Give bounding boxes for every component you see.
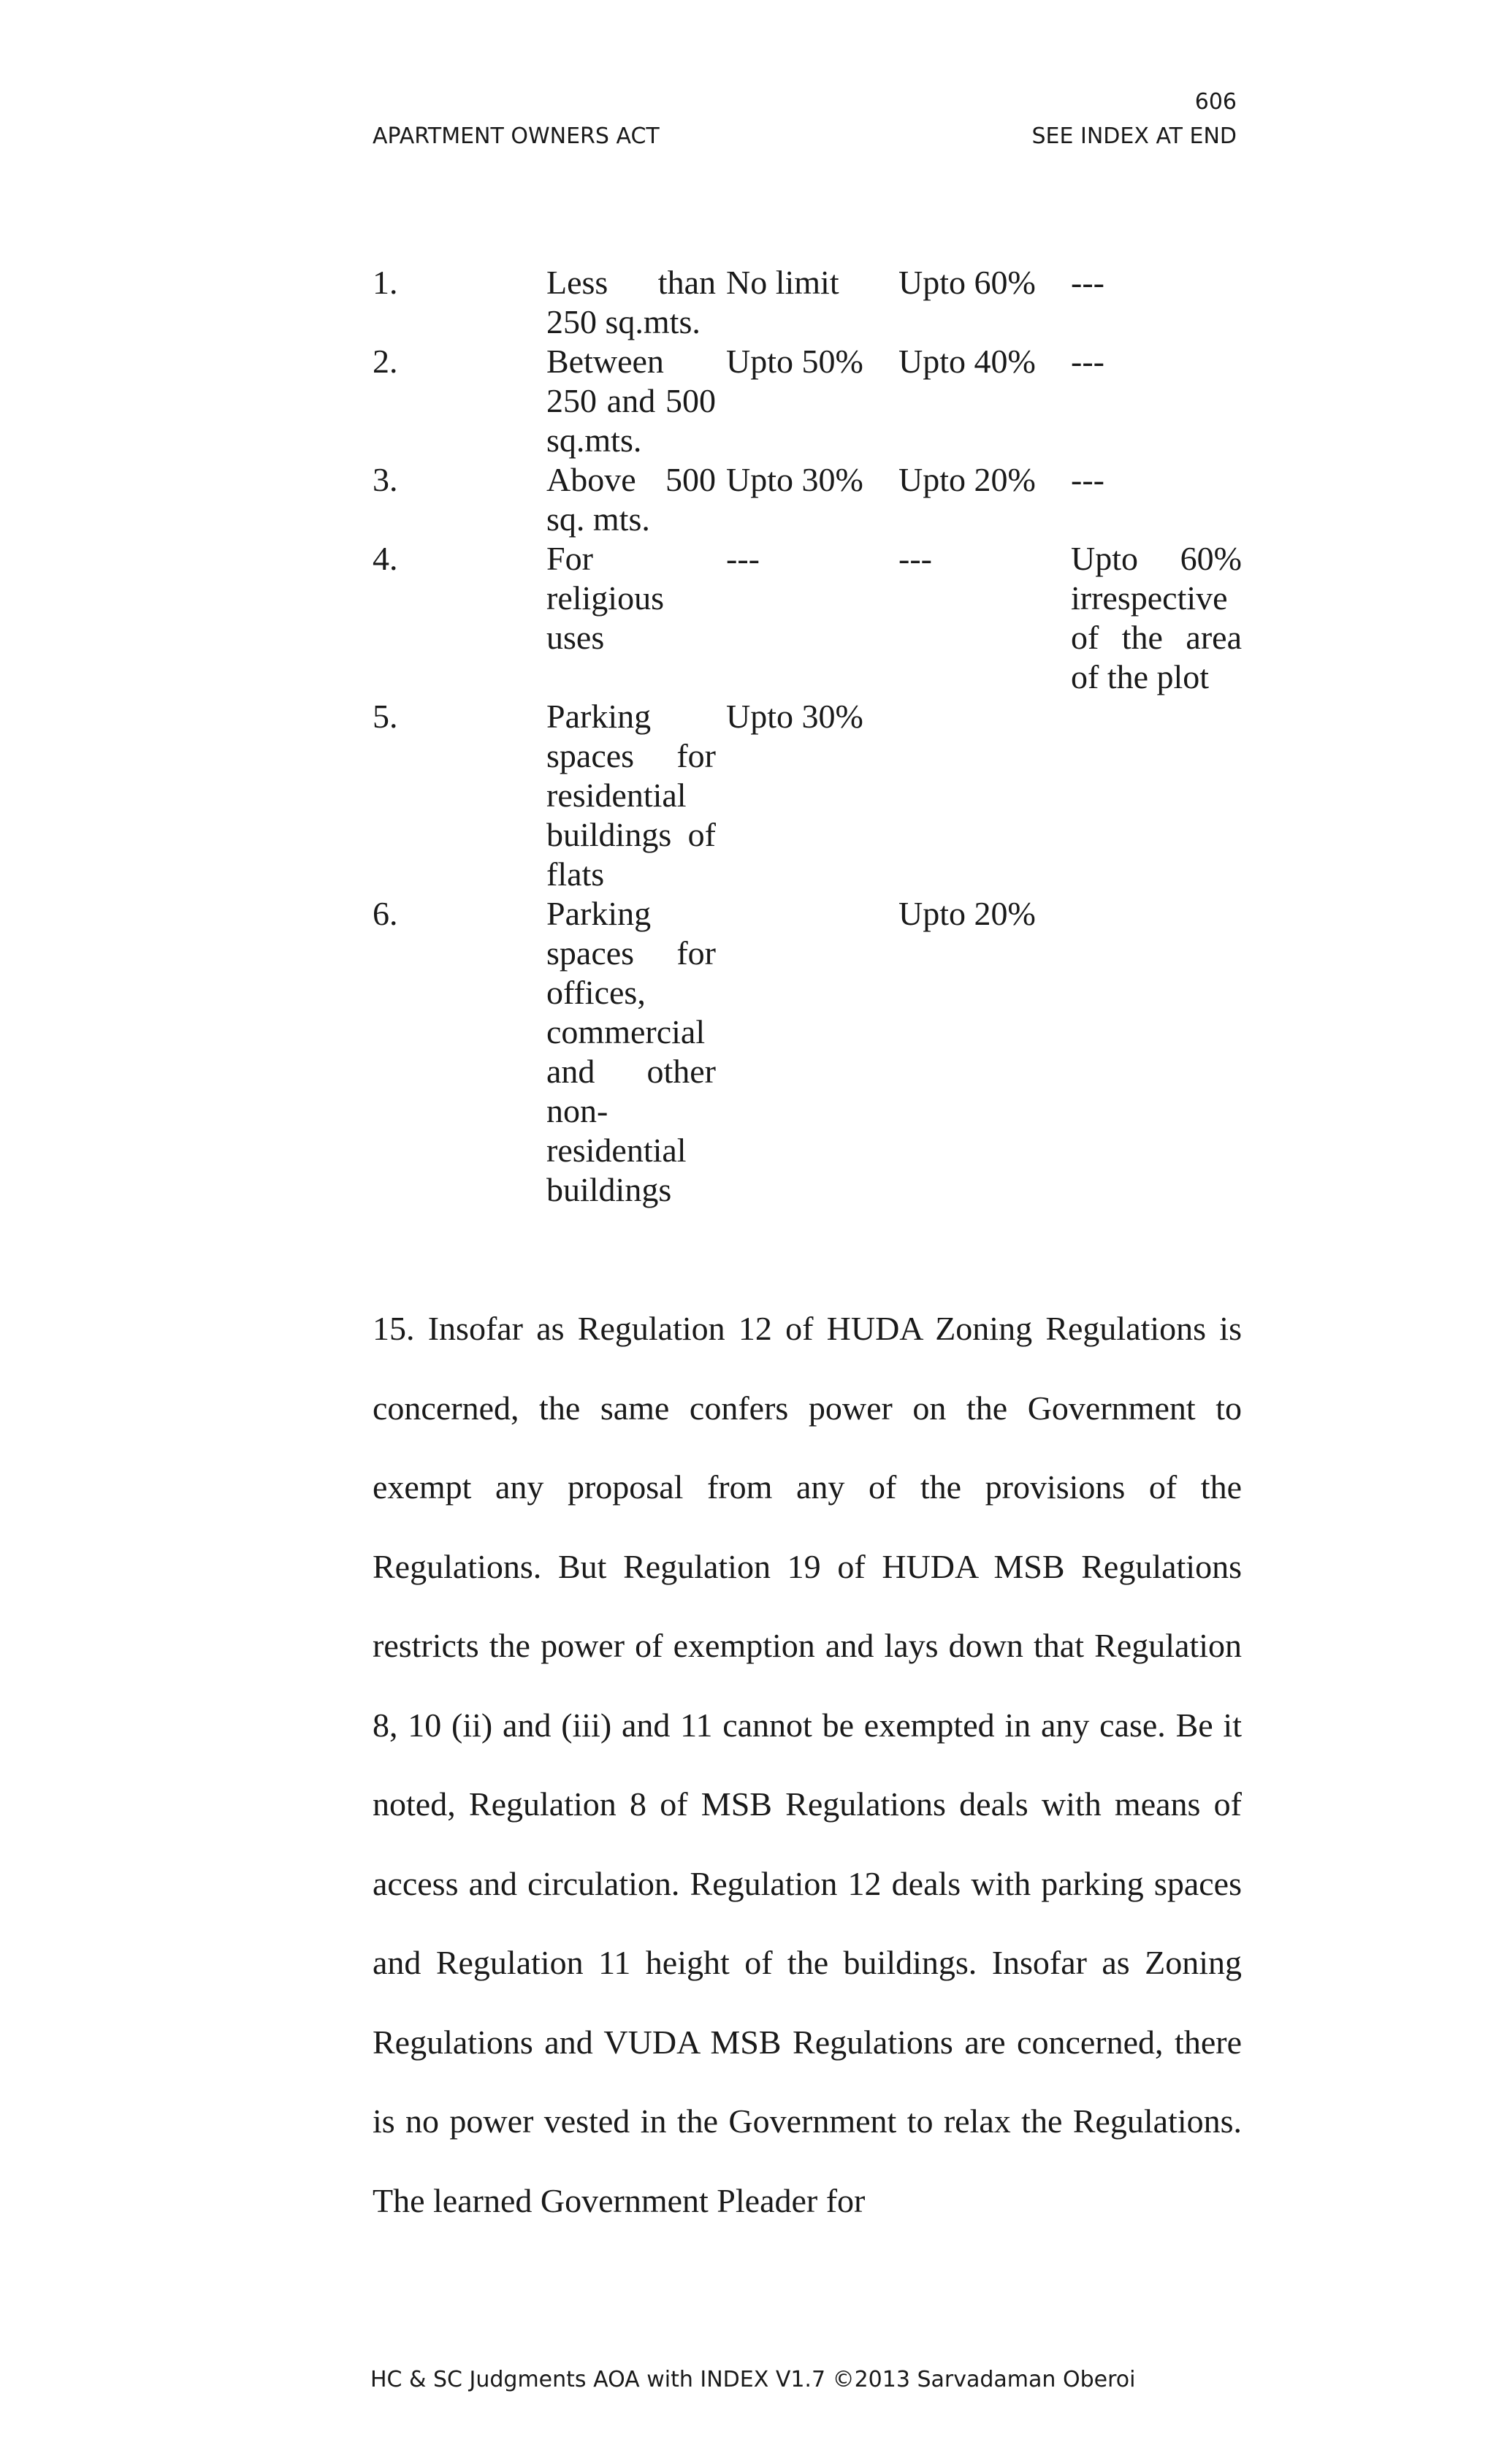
table-row xyxy=(373,460,1242,539)
row-value-b: --- xyxy=(898,540,932,577)
table-row xyxy=(373,342,1242,460)
row-value-c xyxy=(1071,894,1242,1210)
row-value-a: Upto 50% xyxy=(726,343,863,380)
row-value-c xyxy=(1071,697,1242,894)
row-description: Parking spaces for residential buildings of flats xyxy=(546,698,716,893)
row-value-c: --- xyxy=(1071,264,1104,301)
row-number: 2. xyxy=(373,343,398,380)
row-description: For religious uses xyxy=(546,540,664,656)
regulations-table xyxy=(373,263,1242,1210)
row-number: 6. xyxy=(373,895,398,932)
table-row xyxy=(373,263,1242,342)
page-number: 606 xyxy=(1194,89,1237,115)
table-row xyxy=(373,697,1242,894)
row-number: 3. xyxy=(373,461,398,498)
row-description: Above 500 sq. mts. xyxy=(546,461,716,538)
page-footer: HC & SC Judgments AOA with INDEX V1.7 ©2013 Sarvadaman Oberoi xyxy=(370,2367,1136,2392)
row-number: 1. xyxy=(373,264,398,301)
row-value-a: Upto 30% xyxy=(726,461,863,498)
table-row xyxy=(373,894,1242,1210)
row-value-b: Upto 60% xyxy=(898,264,1036,301)
running-header-title: APARTMENT OWNERS ACT xyxy=(373,123,660,149)
running-header-index-note: SEE INDEX AT END xyxy=(1031,123,1237,149)
row-value-c: --- xyxy=(1071,343,1104,380)
row-value-b: Upto 20% xyxy=(898,895,1036,932)
row-value-b: Upto 40% xyxy=(898,343,1036,380)
row-value-a: Upto 30% xyxy=(726,698,863,735)
row-value-c: Upto 60% irrespective of the area of the plot xyxy=(1071,540,1242,695)
body-paragraph: 15. Insofar as Regulation 12 of HUDA Zoning Regulations is concerned, the same confers power on the Government to exempt any proposal from any of the provisions of the Regulations. But Regulation 19 of HUDA MSB Regulations restricts the power of exemption and lays down that Regulation 8, 10 (ii) and (iii) and 11 cannot be exempted in any case. Be it noted, Regulation 8 of MSB Regulations deals with means of access and circulation. Regulation 12 deals with parking spaces and Regulation 11 height of the buildings. Insofar as Zoning Regulations and VUDA MSB Regulations are concerned, there is no power vested in the Government to relax the Regulations. The learned Government Pleader for xyxy=(373,1310,1242,2219)
table-row xyxy=(373,539,1242,697)
row-value-c: --- xyxy=(1071,461,1104,498)
row-value-b: Upto 20% xyxy=(898,461,1036,498)
row-description: Parking spaces for offices, commercial and other non-residential buildings xyxy=(546,895,716,1208)
row-value-a xyxy=(726,894,898,1210)
row-value-b xyxy=(898,697,1071,894)
row-value-a: No limit xyxy=(726,264,839,301)
row-number: 5. xyxy=(373,698,398,735)
row-description: Between 250 and 500 sq.mts. xyxy=(546,343,716,459)
row-number: 4. xyxy=(373,540,398,577)
row-value-a: --- xyxy=(726,540,760,577)
row-description: Less than 250 sq.mts. xyxy=(546,264,716,340)
